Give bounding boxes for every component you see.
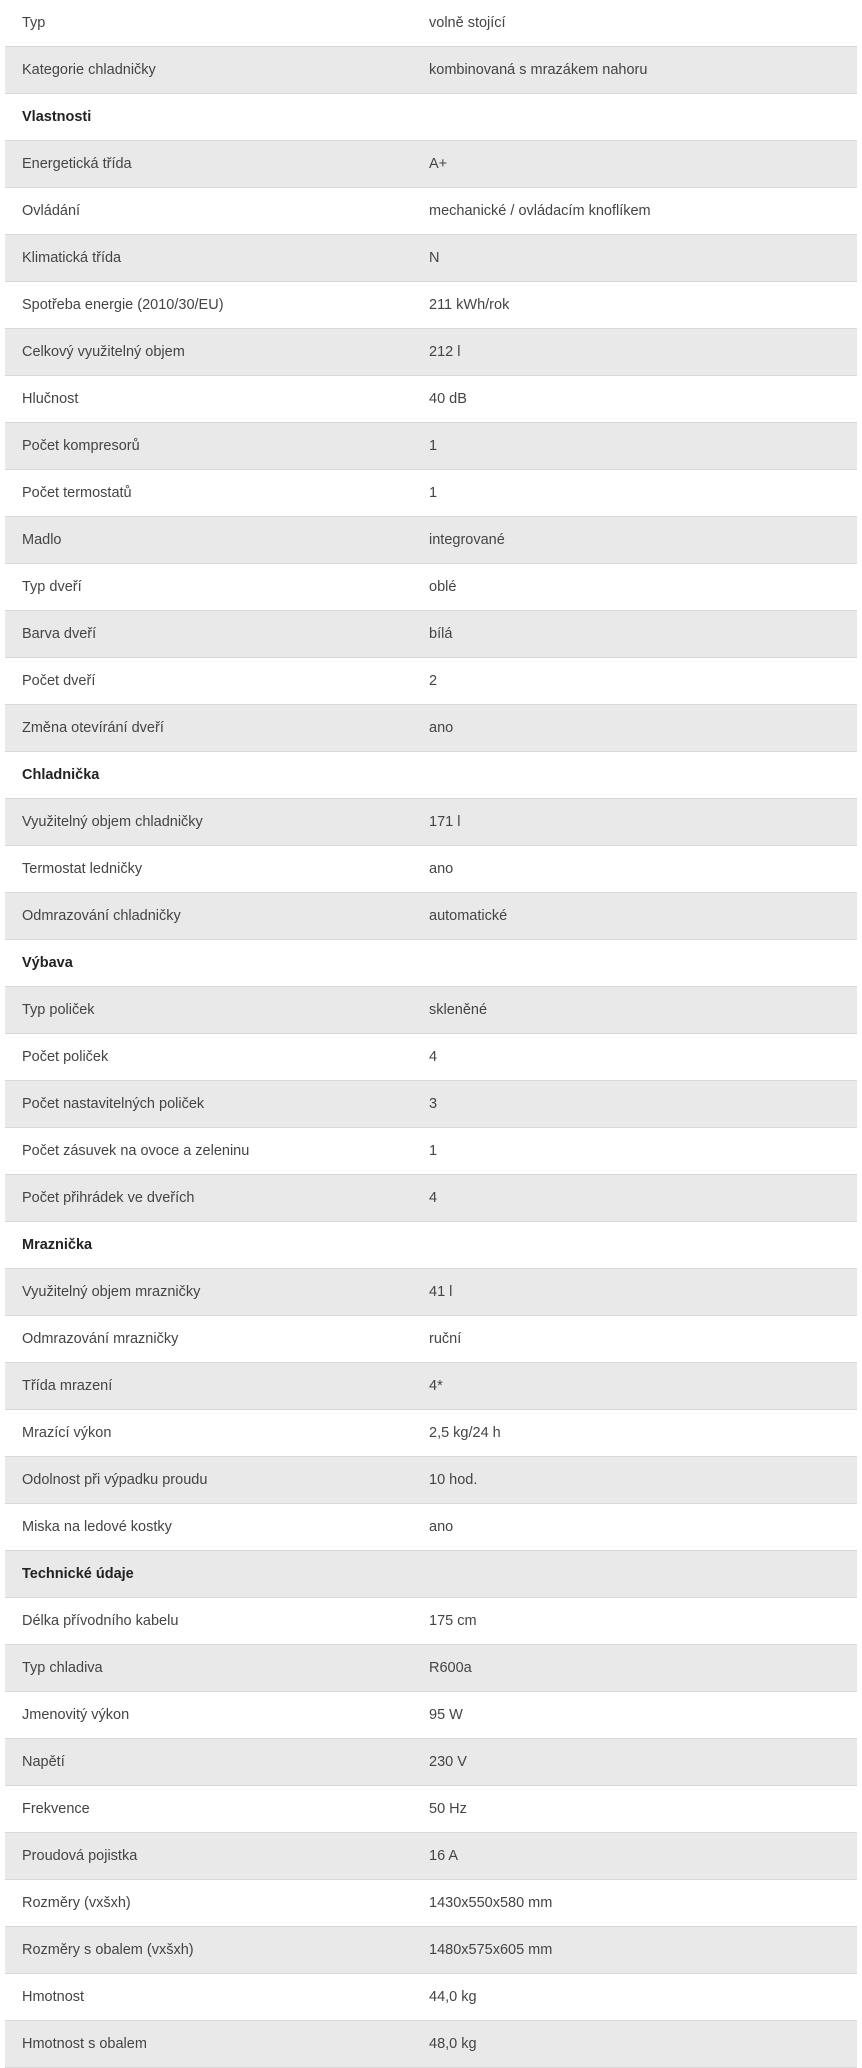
section-header — [5, 752, 857, 799]
spec-label: Typ dveří — [22, 579, 82, 595]
spec-row — [5, 1739, 857, 1786]
spec-row — [5, 705, 857, 752]
spec-value: A+ — [429, 156, 448, 172]
spec-value: 1430x550x580 mm — [429, 1895, 553, 1911]
section-title: Chladnička — [22, 767, 100, 783]
spec-label: Odmrazování mrazničky — [22, 1331, 179, 1347]
spec-row — [5, 1598, 857, 1645]
spec-value: ano — [429, 861, 454, 877]
spec-label: Mrazící výkon — [22, 1425, 112, 1441]
spec-row — [5, 1175, 857, 1222]
spec-value: 40 dB — [429, 391, 467, 407]
spec-label: Ovládání — [22, 203, 81, 219]
spec-row — [5, 564, 857, 611]
spec-value: 4 — [429, 1049, 438, 1065]
spec-label: Změna otevírání dveří — [22, 720, 164, 736]
spec-label: Počet nastavitelných poliček — [22, 1096, 205, 1112]
spec-row — [5, 1081, 857, 1128]
spec-value: 16 A — [429, 1848, 459, 1864]
spec-label: Hlučnost — [22, 391, 79, 407]
spec-label: Třída mrazení — [22, 1378, 113, 1394]
spec-row — [5, 611, 857, 658]
spec-value: 95 W — [429, 1707, 463, 1723]
spec-label: Využitelný objem mrazničky — [22, 1284, 201, 1300]
spec-label: Hmotnost s obalem — [22, 2036, 147, 2052]
spec-label: Počet poliček — [22, 1049, 109, 1065]
spec-row — [5, 846, 857, 893]
spec-label: Odolnost při výpadku proudu — [22, 1472, 208, 1488]
spec-label: Počet termostatů — [22, 485, 132, 501]
spec-label: Proudová pojistka — [22, 1848, 138, 1864]
spec-label: Jmenovitý výkon — [22, 1707, 130, 1723]
spec-value: bílá — [429, 626, 453, 642]
spec-row — [5, 423, 857, 470]
spec-value: 1 — [429, 438, 438, 454]
spec-value: 1 — [429, 1143, 438, 1159]
spec-label: Počet přihrádek ve dveřích — [22, 1190, 195, 1206]
spec-row — [5, 1692, 857, 1739]
section-header — [5, 940, 857, 987]
spec-label: Kategorie chladničky — [22, 62, 156, 78]
spec-row — [5, 893, 857, 940]
spec-row — [5, 1927, 857, 1974]
spec-value: 41 l — [429, 1284, 453, 1300]
spec-value: 4* — [429, 1378, 443, 1394]
spec-row — [5, 2021, 857, 2068]
spec-row — [5, 0, 857, 47]
spec-value: ruční — [429, 1331, 462, 1347]
spec-table — [5, 0, 857, 2068]
spec-label: Energetická třída — [22, 156, 132, 172]
spec-row — [5, 799, 857, 846]
spec-value: 212 l — [429, 344, 461, 360]
spec-row — [5, 517, 857, 564]
spec-row — [5, 1833, 857, 1880]
spec-row — [5, 1880, 857, 1927]
spec-row — [5, 1786, 857, 1833]
section-header — [5, 94, 857, 141]
spec-row — [5, 188, 857, 235]
section-header — [5, 1551, 857, 1598]
spec-label: Frekvence — [22, 1801, 90, 1817]
spec-value: 4 — [429, 1190, 438, 1206]
section-header — [5, 1222, 857, 1269]
spec-label: Celkový využitelný objem — [22, 344, 185, 360]
spec-row — [5, 1363, 857, 1410]
spec-label: Klimatická třída — [22, 250, 122, 266]
spec-label: Počet zásuvek na ovoce a zeleninu — [22, 1143, 250, 1159]
spec-row — [5, 1316, 857, 1363]
spec-value: 48,0 kg — [429, 2036, 477, 2052]
spec-value: N — [429, 250, 440, 266]
spec-value: 1 — [429, 485, 438, 501]
spec-value: 2,5 kg/24 h — [429, 1425, 501, 1441]
spec-label: Délka přívodního kabelu — [22, 1613, 179, 1629]
section-title: Mraznička — [22, 1237, 93, 1253]
section-title: Technické údaje — [22, 1566, 134, 1582]
spec-row — [5, 1410, 857, 1457]
spec-label: Termostat ledničky — [22, 861, 143, 877]
spec-value: 10 hod. — [429, 1472, 478, 1488]
spec-row — [5, 329, 857, 376]
spec-label: Typ chladiva — [22, 1660, 103, 1676]
spec-value: ano — [429, 720, 454, 736]
spec-value: kombinovaná s mrazákem nahoru — [429, 62, 648, 78]
spec-value: 1480x575x605 mm — [429, 1942, 553, 1958]
spec-value: 3 — [429, 1096, 438, 1112]
spec-value: 175 cm — [429, 1613, 477, 1629]
spec-value: oblé — [429, 579, 457, 595]
spec-value: 230 V — [429, 1754, 467, 1770]
section-title: Výbava — [22, 955, 73, 971]
spec-row — [5, 987, 857, 1034]
spec-label: Počet dveří — [22, 673, 96, 689]
spec-label: Barva dveří — [22, 626, 97, 642]
spec-value: ano — [429, 1519, 454, 1535]
spec-value: 50 Hz — [429, 1801, 467, 1817]
spec-label: Madlo — [22, 532, 62, 548]
spec-row — [5, 1645, 857, 1692]
spec-row — [5, 376, 857, 423]
spec-value: R600a — [429, 1660, 472, 1676]
spec-value: volně stojící — [429, 15, 506, 31]
spec-row — [5, 470, 857, 517]
spec-label: Spotřeba energie (2010/30/EU) — [22, 297, 224, 313]
spec-label: Rozměry s obalem (vxšxh) — [22, 1942, 194, 1958]
spec-label: Miska na ledové kostky — [22, 1519, 172, 1535]
spec-row — [5, 1034, 857, 1081]
spec-label: Počet kompresorů — [22, 438, 140, 454]
spec-value: 171 l — [429, 814, 461, 830]
spec-value: 211 kWh/rok — [429, 297, 510, 313]
spec-row — [5, 1269, 857, 1316]
spec-value: skleněné — [429, 1002, 488, 1018]
spec-label: Typ poliček — [22, 1002, 95, 1018]
spec-row — [5, 1504, 857, 1551]
spec-value: integrované — [429, 532, 505, 548]
spec-value: 44,0 kg — [429, 1989, 477, 2005]
spec-row — [5, 1128, 857, 1175]
spec-row — [5, 1974, 857, 2021]
spec-row — [5, 141, 857, 188]
spec-row — [5, 282, 857, 329]
spec-row — [5, 658, 857, 705]
spec-value: 2 — [429, 673, 438, 689]
spec-value: automatické — [429, 908, 508, 924]
spec-row — [5, 47, 857, 94]
spec-row — [5, 1457, 857, 1504]
spec-label: Typ — [22, 15, 46, 31]
spec-value: mechanické / ovládacím knoflíkem — [429, 203, 651, 219]
spec-label: Napětí — [22, 1754, 65, 1770]
spec-row — [5, 235, 857, 282]
spec-label: Odmrazování chladničky — [22, 908, 181, 924]
section-title: Vlastnosti — [22, 109, 92, 125]
spec-label: Využitelný objem chladničky — [22, 814, 203, 830]
spec-label: Rozměry (vxšxh) — [22, 1895, 131, 1911]
spec-label: Hmotnost — [22, 1989, 85, 2005]
